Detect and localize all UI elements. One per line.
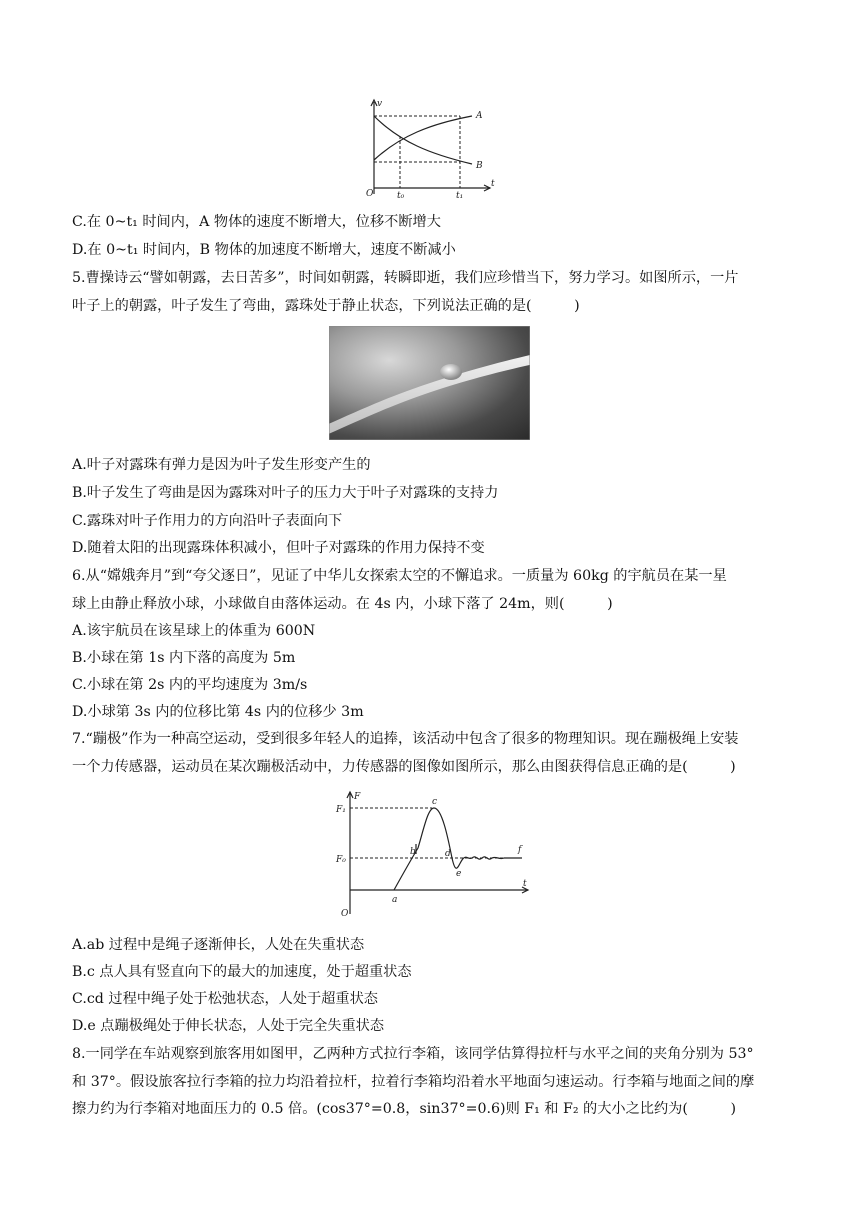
f-label: F <box>354 792 361 802</box>
f0-label: F₀ <box>336 855 346 865</box>
ft-graph <box>332 788 532 920</box>
q6-stem-1: 6.从“嫦娥奔月”到“夸父逐日”，见证了中华儿女探索太空的不懈追求。一质量为 60kg 的宇航员在某一星 <box>72 568 727 584</box>
q6-option-a: A.该宇航员在该星球上的体重为 600N <box>72 623 316 639</box>
q5-option-d: D.随着太阳的出现露珠体积减小，但叶子对露珠的作用力保持不变 <box>72 540 485 556</box>
point-b-label: b <box>410 847 416 857</box>
vt-graph <box>360 96 500 202</box>
point-a-label: a <box>392 895 398 905</box>
q8-stem-2: 和 37°。假设旅客拉行李箱的拉力均沿着拉杆，拉着行李箱均沿着水平地面匀速运动。行李箱与地面之间的摩 <box>72 1074 755 1090</box>
q7-option-a: A.ab 过程中是绳子逐渐伸长，人处在失重状态 <box>72 937 365 953</box>
curve-b <box>374 116 472 164</box>
q7-option-c: C.cd 过程中绳子处于松弛状态，人处于超重状态 <box>72 991 378 1007</box>
q7-option-b: B.c 点人具有竖直向下的最大的加速度，处于超重状态 <box>72 964 412 980</box>
dew-leaf-photo <box>329 326 530 440</box>
point-c-label: c <box>432 797 438 807</box>
leaf-shape <box>329 354 530 436</box>
v-label: v <box>377 99 383 109</box>
curve-b-label: B <box>476 161 483 171</box>
q5-option-a: A.叶子对露珠有弹力是因为叶子发生形变产生的 <box>72 457 371 473</box>
q6-stem-2: 球上由静止释放小球，小球做自由落体运动。在 4s 内，小球下落了 24m，则( ) <box>72 596 613 612</box>
q7-stem-1: 7.“蹦极”作为一种高空运动，受到很多年轻人的追捧，该活动中包含了很多的物理知识。现在蹦极绳上安装 <box>72 731 739 747</box>
q6-option-c: C.小球在第 2s 内的平均速度为 3m/s <box>72 677 308 693</box>
q8-stem-3: 擦力约为行李箱对地面压力的 0.5 倍。(cos37°=0.8，sin37°=0.6)则 F₁ 和 F₂ 的大小之比约为( ) <box>72 1101 736 1117</box>
q5-stem-1: 5.曹操诗云“譬如朝露，去日苦多”，时间如朝露，转瞬即逝，我们应珍惜当下，努力学习。如图所示，一片 <box>72 270 739 286</box>
point-e-label: e <box>456 869 462 879</box>
q8-stem-1: 8.一同学在车站观察到旅客用如图甲，乙两种方式拉行李箱，该同学估算得拉杆与水平之间的夹角分别为 53° <box>72 1046 754 1062</box>
curve-a <box>374 116 472 160</box>
origin-label: O <box>366 189 374 199</box>
q4-option-c: C.在 0~t₁ 时间内，A 物体的速度不断增大，位移不断增大 <box>72 214 441 230</box>
q6-option-b: B.小球在第 1s 内下落的高度为 5m <box>72 650 296 666</box>
point-d-label: d <box>445 849 451 859</box>
curve-a-label: A <box>476 111 483 121</box>
q6-option-d: D.小球第 3s 内的位移比第 4s 内的位移少 3m <box>72 704 364 720</box>
t1-label: t₁ <box>456 191 464 201</box>
dew-drop <box>440 364 462 380</box>
q5-option-c: C.露珠对叶子作用力的方向沿叶子表面向下 <box>72 513 343 529</box>
f1-label: F₁ <box>336 805 346 815</box>
t-label: t <box>491 179 495 189</box>
origin-label: O <box>341 909 349 919</box>
t0-label: t₀ <box>397 191 405 201</box>
point-f-label: f <box>518 845 522 855</box>
q7-option-d: D.e 点蹦极绳处于伸长状态，人处于完全失重状态 <box>72 1018 385 1034</box>
q7-stem-2: 一个力传感器，运动员在某次蹦极活动中，力传感器的图像如图所示，那么由图获得信息正确的是( ) <box>72 759 736 775</box>
t-label: t <box>523 879 527 889</box>
q4-option-d: D.在 0~t₁ 时间内，B 物体的加速度不断增大，速度不断减小 <box>72 242 456 258</box>
q5-option-b: B.叶子发生了弯曲是因为露珠对叶子的压力大于叶子对露珠的支持力 <box>72 485 499 501</box>
q5-stem-2: 叶子上的朝露，叶子发生了弯曲，露珠处于静止状态，下列说法正确的是( ) <box>72 298 580 314</box>
